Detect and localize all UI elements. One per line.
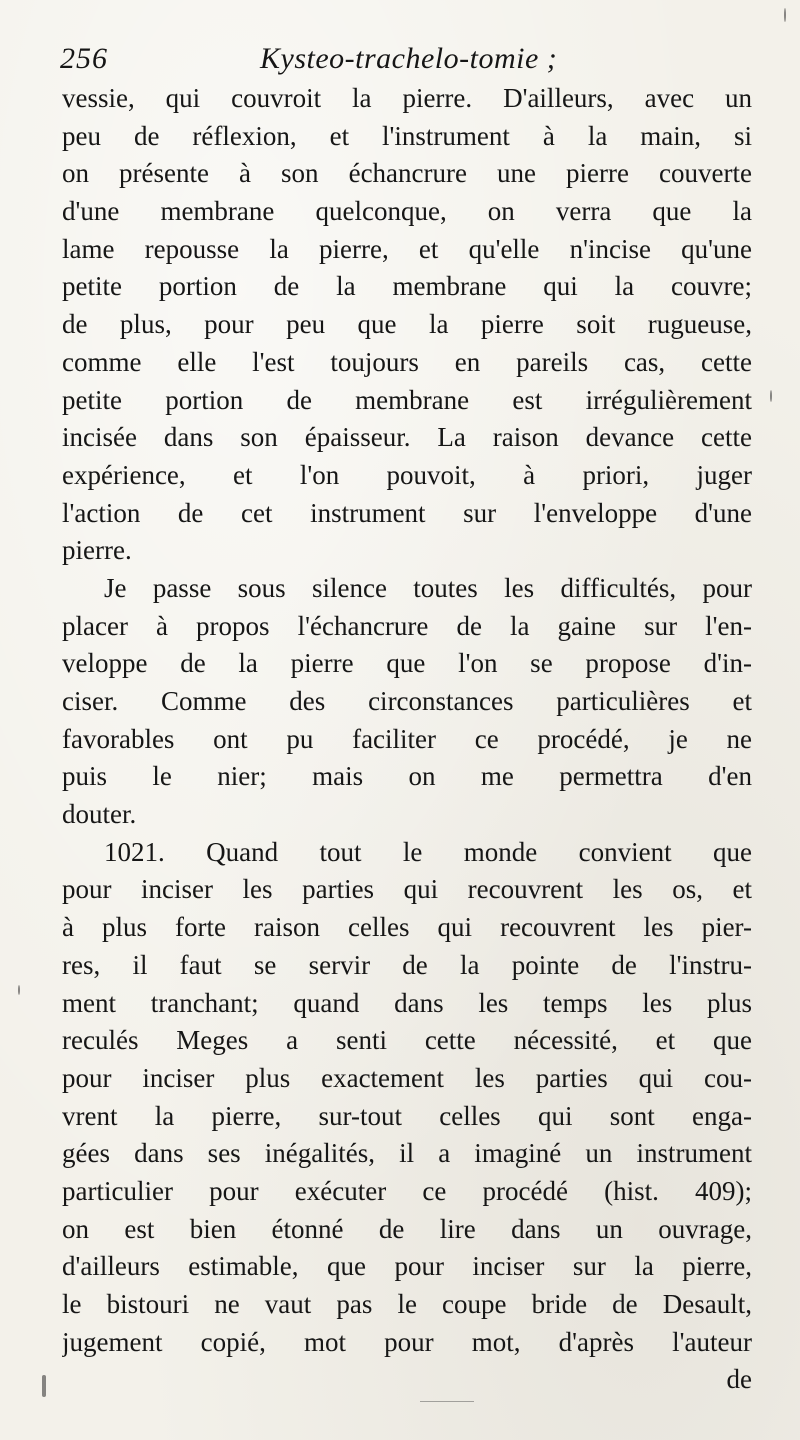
text-line: peu de réflexion, et l'instrument à la main, si bbox=[62, 120, 752, 151]
text-line: ciser. Comme des circonstances particulières et bbox=[62, 686, 752, 716]
text-line: pour inciser les parties qui recouvrent les os, et bbox=[62, 874, 752, 905]
text-line: le bistouri ne vaut pas le coupe bride de Desault, bbox=[62, 1289, 752, 1319]
text-line: reculés Meges a senti cette nécessité, et que bbox=[62, 1025, 752, 1056]
ink-speck bbox=[770, 390, 772, 402]
ink-speck bbox=[42, 1375, 46, 1397]
text-line: particulier pour exécuter ce procédé (hist. 409); bbox=[62, 1175, 752, 1206]
running-title: Kysteo-trachelo-tomie ; bbox=[260, 42, 558, 75]
text-line: incisée dans son épaisseur. La raison devance cette bbox=[62, 422, 752, 453]
text-line: d'une membrane quelconque, on verra que la bbox=[62, 196, 752, 227]
text-line: à plus forte raison celles qui recouvrent les pier- bbox=[62, 912, 752, 943]
text-line: petite portion de la membrane qui la couvre; bbox=[62, 271, 752, 302]
page-header bbox=[60, 36, 750, 86]
page-number: 256 bbox=[60, 42, 108, 75]
text-line: on présente à son échancrure une pierre couverte bbox=[62, 158, 752, 189]
text-line: 1021. Quand tout le monde convient que bbox=[104, 836, 752, 867]
ink-speck bbox=[784, 8, 786, 22]
text-line: gées dans ses inégalités, il a imaginé un instrument bbox=[62, 1138, 752, 1169]
text-line: de plus, pour peu que la pierre soit rugueuse, bbox=[62, 309, 752, 340]
text-line: placer à propos l'échancrure de la gaine sur l'en- bbox=[62, 610, 752, 641]
text-line: pierre. bbox=[62, 535, 132, 566]
text-line: de bbox=[726, 1364, 752, 1395]
text-line: vrent la pierre, sur-tout celles qui sont enga- bbox=[62, 1100, 752, 1131]
text-line: comme elle l'est toujours en pareils cas, cette bbox=[62, 346, 752, 377]
text-line: l'action de cet instrument sur l'enveloppe d'une bbox=[62, 497, 752, 528]
text-line: pour inciser plus exactement les parties qui cou- bbox=[62, 1062, 752, 1093]
text-line: res, il faut se servir de la pointe de l'instru- bbox=[62, 949, 752, 980]
ink-speck bbox=[18, 985, 20, 995]
text-line: on est bien étonné de lire dans un ouvrage, bbox=[62, 1213, 752, 1244]
text-line: lame repousse la pierre, et qu'elle n'incise qu'une bbox=[62, 233, 752, 264]
text-line: Je passe sous silence toutes les difficultés, pour bbox=[104, 572, 752, 603]
text-line: vessie, qui couvroit la pierre. D'ailleurs, avec un bbox=[62, 83, 752, 113]
text-line: veloppe de la pierre que l'on se propose d'in- bbox=[62, 648, 752, 679]
bottom-rule bbox=[420, 1401, 474, 1402]
text-line: petite portion de membrane est irrégulièrement bbox=[62, 384, 752, 415]
text-line: douter. bbox=[62, 799, 137, 830]
text-line: jugement copié, mot pour mot, d'après l'auteur bbox=[62, 1326, 752, 1357]
text-line: ment tranchant; quand dans les temps les plus bbox=[62, 987, 752, 1018]
text-line: expérience, et l'on pouvoit, à priori, juger bbox=[62, 459, 752, 490]
text-line: favorables ont pu faciliter ce procédé, je ne bbox=[62, 723, 752, 754]
body-text bbox=[62, 80, 752, 1399]
text-line: puis le nier; mais on me permettra d'en bbox=[62, 761, 752, 792]
text-line: d'ailleurs estimable, que pour inciser sur la pierre, bbox=[62, 1251, 752, 1282]
